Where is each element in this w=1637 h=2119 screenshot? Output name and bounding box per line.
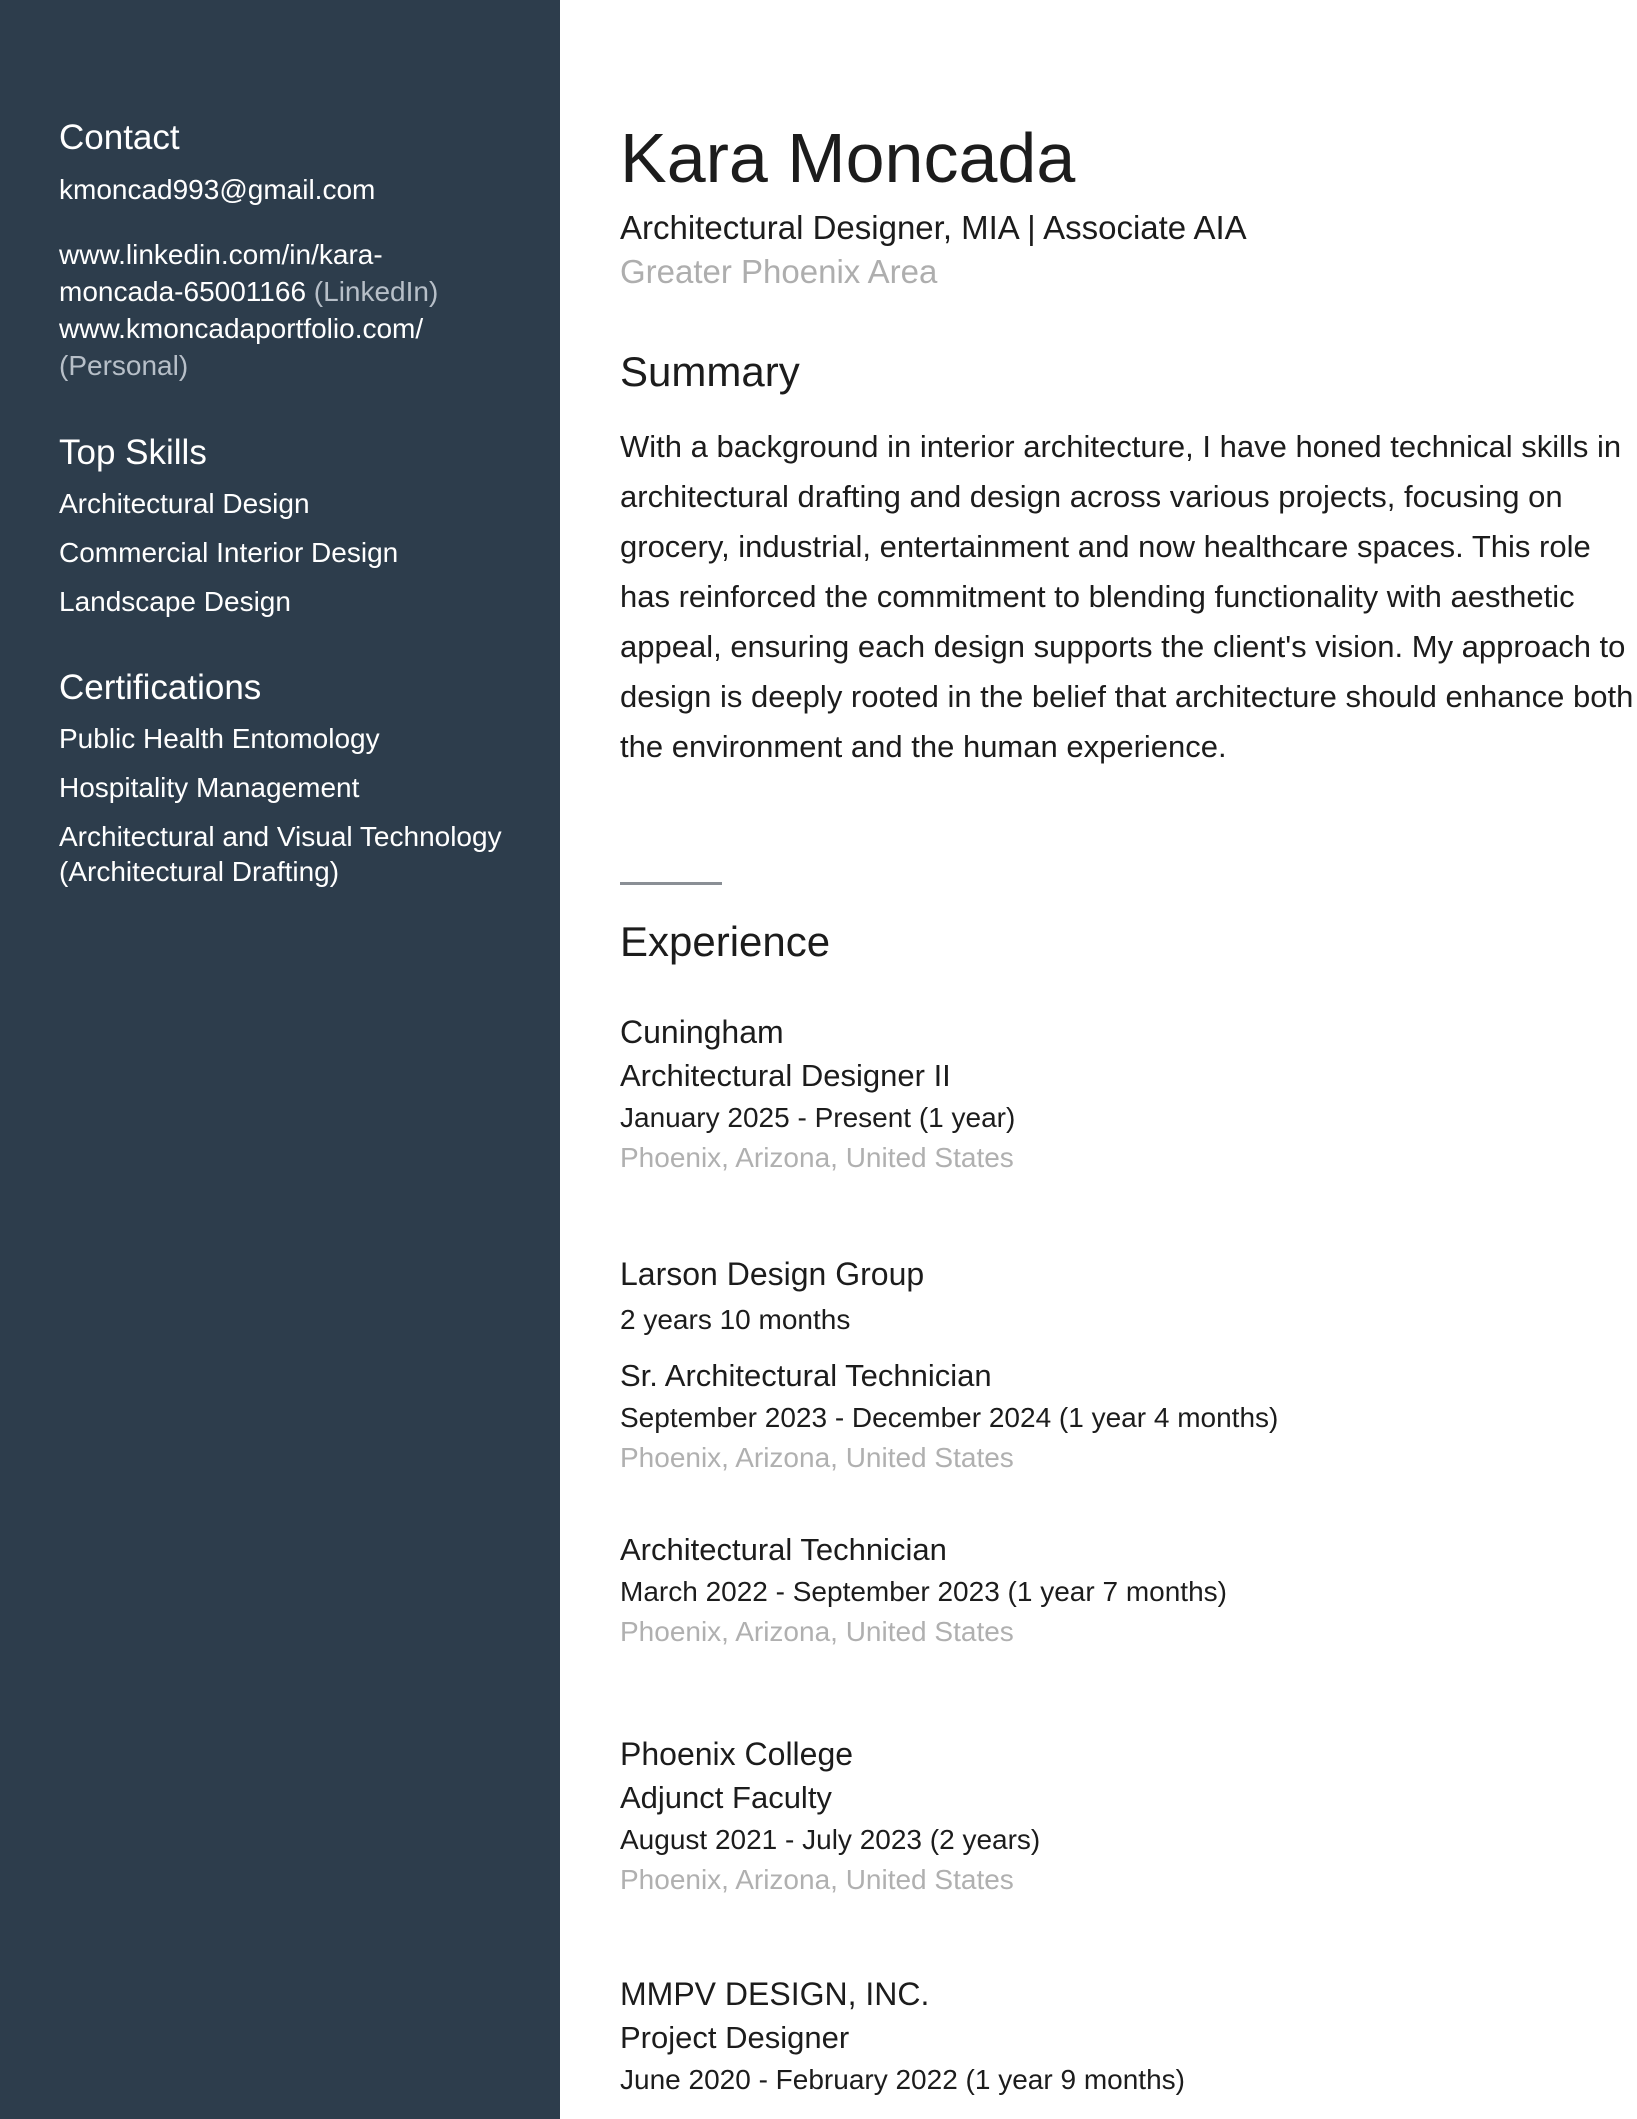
portfolio-label: (Personal): [59, 350, 189, 381]
job-title: Architectural Designer II: [620, 1058, 951, 1093]
job-dates: September 2023 - December 2024 (1 year 4 months): [620, 1402, 1279, 1433]
job-title: Architectural Technician: [620, 1532, 947, 1567]
email-link[interactable]: kmoncad993@gmail.com: [59, 174, 376, 205]
summary-text: With a background in interior architecture, I have honed technical skills in architectural drafting and design across various projects, focusing on grocery, industrial, entertainment and now healthcare spaces. This role has reinforced the commitment to blending functionality with aesthetic appeal, ensuring each design supports the client's vision. My approach to design is deeply rooted in the belief that architecture should enhance both the environment and the human experience.: [620, 429, 1634, 764]
job-location: Phoenix, Arizona, United States: [620, 1142, 1014, 1173]
company-name: MMPV DESIGN, INC.: [620, 1976, 930, 2012]
skill-item: Commercial Interior Design: [59, 537, 399, 568]
company-duration: 2 years 10 months: [620, 1304, 851, 1335]
summary-heading: Summary: [620, 348, 800, 395]
portfolio-link[interactable]: [59, 310, 539, 384]
top-skills-heading: Top Skills: [59, 433, 207, 472]
job-location: Phoenix, Arizona, United States: [620, 1442, 1014, 1473]
job-dates: August 2021 - July 2023 (2 years): [620, 1824, 1041, 1855]
certification-item: Hospitality Management: [59, 772, 360, 803]
company-name: Cuningham: [620, 1014, 784, 1050]
sidebar: [0, 0, 560, 2119]
job-dates: January 2025 - Present (1 year): [620, 1102, 1016, 1133]
top-skills-section: [59, 430, 539, 619]
job-dates: June 2020 - February 2022 (1 year 9 months): [620, 2064, 1185, 2095]
portfolio-url[interactable]: www.kmoncadaportfolio.com/: [59, 313, 424, 344]
section-divider: [620, 882, 722, 885]
experience-entry: [620, 1972, 1620, 2100]
headline: Architectural Designer, MIA | Associate AIA: [620, 209, 1247, 246]
header-location: Greater Phoenix Area: [620, 253, 938, 290]
role-entry: [620, 1528, 1620, 1652]
job-location: Phoenix, Arizona, United States: [620, 1864, 1014, 1895]
role-entry: [620, 1354, 1620, 1478]
job-dates: March 2022 - September 2023 (1 year 7 months): [620, 1576, 1227, 1607]
skill-item: Architectural Design: [59, 488, 310, 519]
company-name: Larson Design Group: [620, 1256, 925, 1292]
certification-item-continued: (Architectural Drafting): [59, 856, 340, 887]
linkedin-url-line1[interactable]: www.linkedin.com/in/kara-: [59, 239, 383, 270]
experience-entry: [620, 1732, 1620, 1900]
job-title: Project Designer: [620, 2020, 850, 2055]
contact-heading: Contact: [59, 118, 180, 157]
certifications-heading: Certifications: [59, 668, 262, 707]
linkedin-label: (LinkedIn): [313, 276, 439, 307]
experience-heading: Experience: [620, 918, 831, 965]
certification-item: Public Health Entomology: [59, 723, 380, 754]
certifications-section: [59, 665, 539, 889]
linkedin-link[interactable]: [59, 236, 539, 310]
contact-section: [59, 115, 539, 384]
skill-item: Landscape Design: [59, 586, 291, 617]
company-name: Phoenix College: [620, 1736, 854, 1772]
experience-entry: [620, 1010, 1620, 1178]
linkedin-url-line2[interactable]: moncada-65001166: [59, 276, 307, 307]
job-title: Sr. Architectural Technician: [620, 1358, 992, 1393]
job-title: Adjunct Faculty: [620, 1780, 832, 1815]
candidate-name: Kara Moncada: [620, 119, 1076, 197]
job-location: Phoenix, Arizona, United States: [620, 1616, 1014, 1647]
certification-item: Architectural and Visual Technology: [59, 821, 502, 852]
experience-entry: [620, 1252, 1620, 1652]
